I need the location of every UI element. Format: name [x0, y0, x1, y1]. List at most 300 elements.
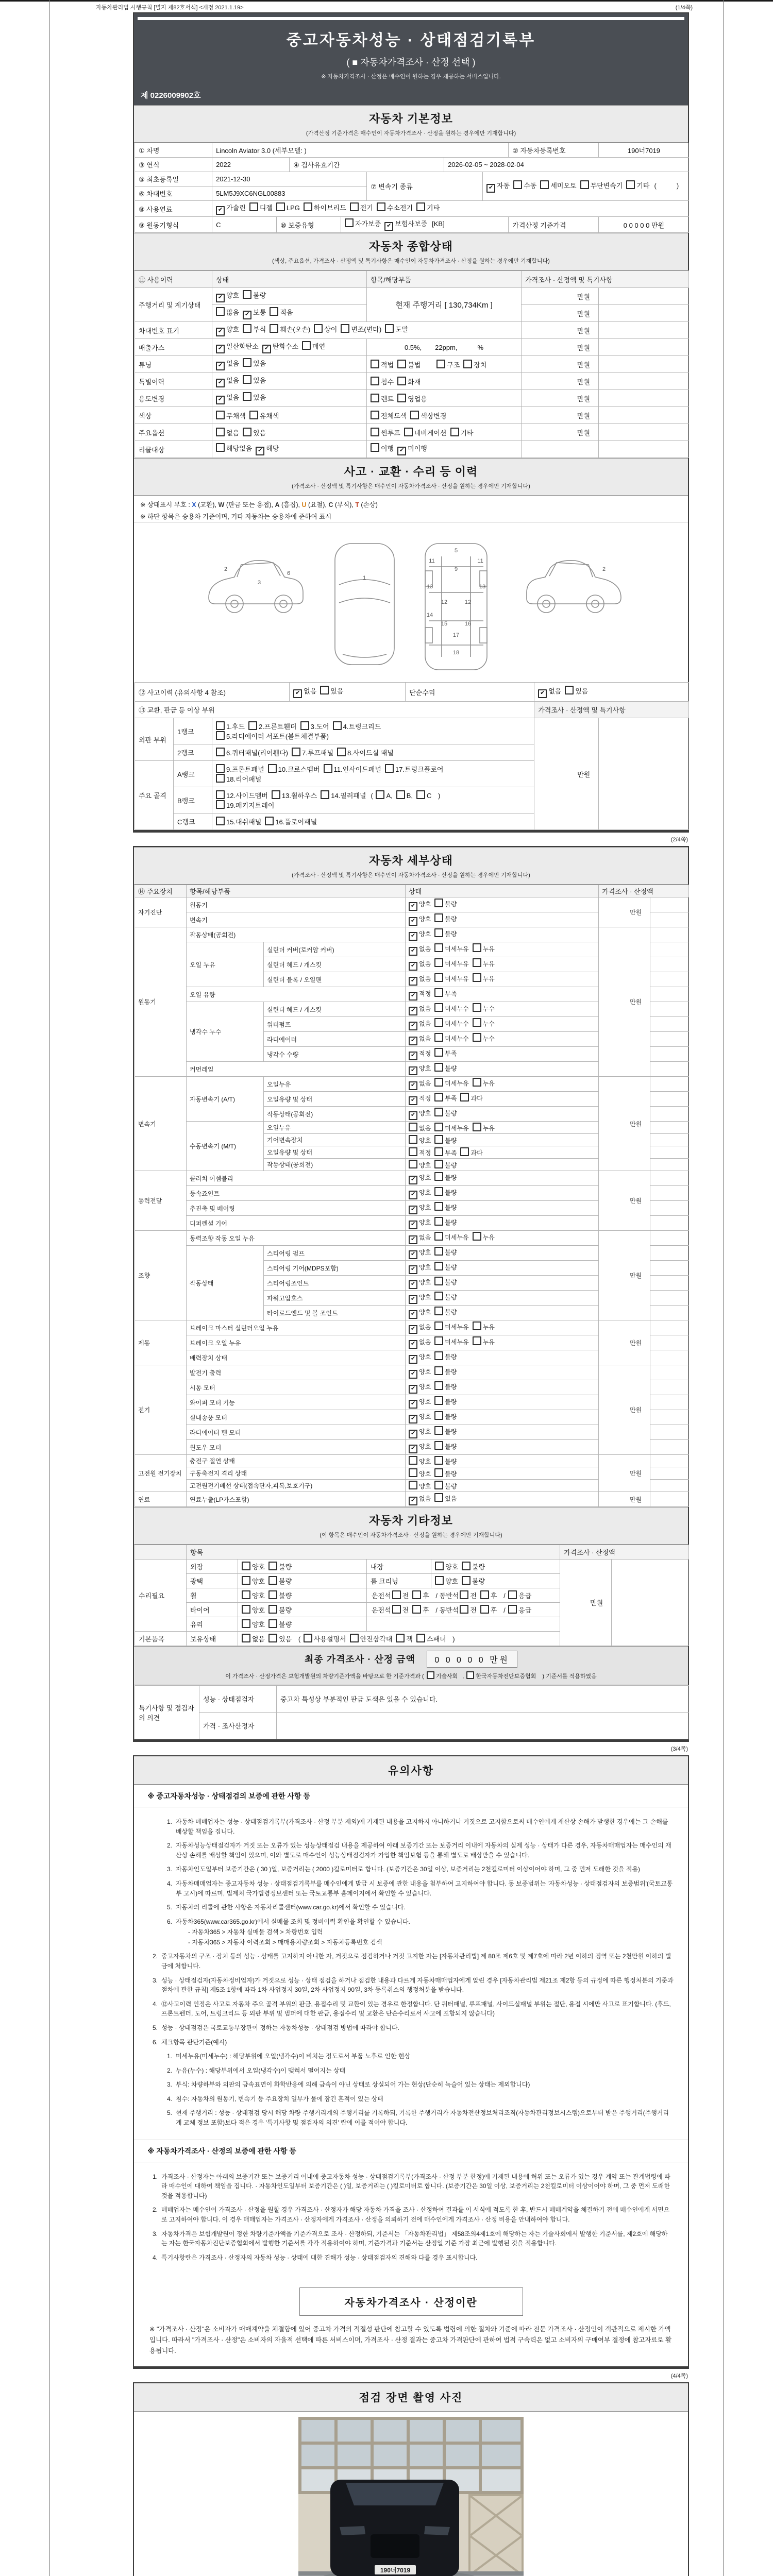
cell: 색상	[135, 407, 212, 424]
checkbox-option[interactable]	[243, 392, 266, 402]
checkbox-option[interactable]	[216, 358, 239, 370]
notice-text: 자동차가격은 보험개발원이 정한 차량기준가액을 기준가격으로 조사 · 산정하되, 기준서는 「자동차관리법」 제58조의4제1호에 해당하는 자는 기술사회에서 발행한 기준서를, 제2호에 해당하는 자는 한국자동차진단보증협회에서 발행한 기준서를 각각 적용하여야 하며, 기준가격과 기준서는 산정일 기준 가장 최근에 발행된 것을 적용합니다.	[161, 2230, 668, 2247]
checkbox-option[interactable]	[473, 1336, 495, 1346]
notice-item	[163, 1841, 674, 1860]
checkbox-label: 양호	[252, 1563, 265, 1571]
checkbox-option[interactable]	[243, 307, 266, 319]
checkbox-option[interactable]	[460, 1093, 482, 1103]
checkbox-option[interactable]	[412, 1605, 429, 1615]
checkbox-option[interactable]	[404, 428, 447, 437]
checkbox-option[interactable]	[249, 411, 279, 420]
checkbox-option[interactable]	[434, 1093, 457, 1103]
checkbox-option[interactable]	[409, 1004, 431, 1015]
checkbox-option[interactable]	[396, 1634, 413, 1643]
checkbox-option[interactable]	[434, 1411, 457, 1421]
checkbox-option[interactable]	[216, 428, 239, 437]
cell	[431, 1574, 560, 1588]
checkbox-option[interactable]	[434, 958, 468, 968]
checkbox-option[interactable]	[412, 1590, 429, 1600]
checkbox-option[interactable]	[409, 1481, 431, 1490]
checkbox-option[interactable]	[434, 1277, 457, 1286]
checkbox-option[interactable]	[409, 1337, 431, 1349]
cell: 리콜대상	[135, 441, 212, 458]
checkbox-option[interactable]	[409, 1173, 431, 1184]
checkbox-option[interactable]	[416, 790, 431, 800]
checkbox-icon	[216, 443, 225, 452]
checkbox-option[interactable]	[216, 375, 239, 387]
checkbox-option[interactable]	[409, 1397, 431, 1409]
checkbox-option[interactable]	[242, 1576, 265, 1586]
checkbox-option[interactable]	[434, 1003, 468, 1013]
checkbox-option[interactable]	[626, 180, 649, 190]
cell	[406, 1171, 599, 1186]
checkbox-option[interactable]	[434, 1108, 457, 1117]
checkbox-option[interactable]	[409, 1352, 431, 1364]
checkbox-option[interactable]	[434, 1456, 457, 1466]
cell	[212, 761, 534, 787]
checkbox-option[interactable]	[409, 900, 431, 911]
checkbox-option[interactable]	[409, 1382, 431, 1394]
checkbox-option[interactable]	[434, 928, 457, 938]
checkbox-option[interactable]	[337, 748, 394, 757]
checkbox-option[interactable]	[392, 1590, 409, 1600]
checkbox-option[interactable]	[434, 1321, 468, 1331]
car-outline-diagram	[134, 526, 688, 680]
checkbox-label: 불법	[408, 361, 421, 369]
checkbox-option[interactable]	[409, 1109, 431, 1120]
checkbox-option[interactable]	[409, 1094, 431, 1105]
checkbox-option[interactable]	[409, 1456, 431, 1466]
checkbox-icon: ✔	[409, 1235, 417, 1244]
checkbox-option[interactable]	[243, 428, 266, 437]
checkbox-option[interactable]	[216, 290, 239, 302]
checkbox-option[interactable]	[410, 411, 446, 420]
checkbox-option[interactable]	[216, 731, 329, 741]
cell: 라디에이터 팬 모터	[187, 1425, 406, 1440]
checkbox-option[interactable]	[268, 1619, 292, 1629]
checkbox-option[interactable]	[409, 1123, 431, 1132]
checkbox-option[interactable]	[320, 686, 343, 696]
checkbox-option[interactable]	[242, 1605, 265, 1615]
checkbox-option[interactable]	[580, 180, 623, 190]
checkbox-option[interactable]	[409, 989, 431, 1001]
cell	[406, 1216, 599, 1231]
checkbox-icon	[434, 1147, 443, 1156]
checkbox-option[interactable]	[486, 180, 510, 193]
checkbox-option[interactable]	[397, 443, 427, 455]
checkbox-option[interactable]	[409, 1323, 431, 1334]
checkbox-option[interactable]	[371, 377, 394, 386]
checkbox-option[interactable]	[268, 1634, 292, 1643]
checkbox-option[interactable]	[216, 324, 239, 336]
cell: 만원	[522, 322, 599, 339]
checkbox-option[interactable]	[434, 973, 468, 983]
checkbox-option[interactable]	[242, 1590, 265, 1600]
checkbox-option[interactable]	[377, 202, 413, 212]
checkbox-option[interactable]	[242, 1634, 265, 1643]
checkbox-icon	[434, 1078, 443, 1087]
checkbox-option[interactable]	[385, 324, 408, 334]
cell	[406, 1032, 599, 1047]
checkbox-option[interactable]	[416, 1634, 446, 1643]
checkbox-option[interactable]	[248, 721, 297, 731]
checkbox-label: 적법	[381, 361, 394, 369]
checkbox-option[interactable]	[434, 1292, 457, 1301]
checkbox-option[interactable]	[371, 443, 394, 453]
checkbox-option[interactable]	[409, 974, 431, 986]
checkbox-label: 누유	[482, 1324, 495, 1331]
checkbox-option[interactable]	[345, 218, 381, 228]
checkbox-option[interactable]	[216, 443, 252, 453]
checkbox-option[interactable]	[473, 1033, 495, 1043]
checkbox-option[interactable]	[409, 1147, 431, 1157]
checkbox-option[interactable]	[242, 1619, 265, 1629]
checkbox-option[interactable]	[508, 1590, 531, 1600]
checkbox-option[interactable]	[409, 1248, 431, 1259]
checkbox-option[interactable]	[473, 958, 495, 968]
checkbox-option[interactable]	[435, 1576, 458, 1586]
cell	[238, 1617, 367, 1632]
cell	[406, 942, 599, 957]
checkbox-option[interactable]	[434, 1493, 457, 1503]
checkbox-option[interactable]	[473, 943, 495, 953]
checkbox-option[interactable]	[396, 790, 413, 800]
cell: ⑭ 주요장치	[135, 885, 187, 897]
checkbox-option[interactable]	[270, 324, 310, 334]
checkbox-option[interactable]	[292, 748, 333, 757]
checkbox-option[interactable]	[409, 1135, 431, 1145]
cell: 연료	[135, 1492, 187, 1507]
checkbox-option[interactable]	[434, 1351, 457, 1361]
checkbox-option[interactable]	[434, 1160, 457, 1170]
checkbox-option[interactable]	[434, 1147, 457, 1157]
cell	[367, 407, 522, 424]
checkbox-option[interactable]	[409, 1412, 431, 1423]
checkbox-option[interactable]	[434, 1123, 468, 1132]
cell: 클러치 어셈블리	[187, 1171, 406, 1186]
checkbox-option[interactable]	[473, 1018, 495, 1028]
checkbox-option[interactable]	[397, 394, 427, 403]
checkbox-option[interactable]	[409, 1427, 431, 1438]
checkbox-icon	[268, 1576, 277, 1585]
checkbox-label: 불량	[279, 1606, 292, 1614]
checkbox-option[interactable]	[371, 428, 400, 437]
cell	[650, 1455, 689, 1467]
checkbox-option[interactable]	[409, 1278, 431, 1289]
checkbox-option[interactable]	[473, 1003, 495, 1013]
cell	[406, 1107, 599, 1122]
checkbox-icon	[434, 1063, 443, 1072]
checkbox-option[interactable]	[434, 1426, 457, 1436]
cell: 가격 · 조사산정자	[199, 1713, 277, 1739]
checkbox-label: 없음	[304, 687, 317, 695]
checkbox-option[interactable]	[460, 1605, 477, 1615]
checkbox-option[interactable]	[466, 1671, 536, 1680]
checkbox-option[interactable]	[397, 377, 421, 386]
checkbox-option[interactable]	[216, 392, 239, 404]
cell: 배출가스	[135, 339, 212, 356]
checkbox-label: 불량	[445, 1368, 457, 1376]
section-title: 자동차 종합상태	[369, 240, 453, 253]
cell: 타이어	[187, 1603, 238, 1617]
checkbox-icon	[435, 1576, 444, 1585]
checkbox-option[interactable]	[243, 324, 266, 334]
page-marker-2: (2/4쪽)	[670, 837, 688, 843]
checkbox-option[interactable]	[434, 1033, 468, 1043]
checkbox-option[interactable]	[371, 360, 394, 369]
notice-text: 자동차매매업자는 중고자동차 성능 · 상태점검기록부를 매수인에게 발급 시 보증에 관한 내용을 첨부하여 고지하여야 합니다. 동 보증범위는 '자동차성능 · 상태점검자의 보증범위'(국토교통부 고시)에 따르며, 법제처 국가법령정보센터 또는 국토교통부 홈페이지에서 확인할 수 있습니다.	[176, 1879, 673, 1897]
checkbox-label: 없음	[419, 1020, 431, 1027]
checkbox-icon	[216, 307, 225, 316]
checkbox-option[interactable]	[243, 290, 266, 300]
checkbox-option[interactable]	[480, 1590, 497, 1600]
checkbox-option[interactable]	[324, 764, 381, 774]
checkbox-option[interactable]	[333, 721, 381, 731]
checkbox-option[interactable]	[384, 218, 427, 231]
checkbox-option[interactable]	[409, 1367, 431, 1379]
checkbox-option[interactable]	[460, 1147, 482, 1157]
notice-text: ⑫사고이력 인정은 사고로 자동차 주요 골격 부위의 판금, 용접수리 및 교환이 있는 경우로 한정합니다. 단 쿼터패널, 루프패널, 사이드실패널 부위는 절단, 용접 시에만 사고로 표기합니다. (후드, 프론트펜더, 도어, 트렁크리드 등 외판 부위 및 범퍼에 대한 판금, 용접수리 및 교환은 단순수리로서 사고에 포함되지 않습니다)	[161, 2000, 671, 2018]
checkbox-label: 불량	[445, 1470, 457, 1478]
checkbox-icon	[450, 428, 459, 436]
law-reference: 자동차관리법 시행규칙 [별지 제82호서식] <개정 2021.1.19>	[96, 5, 244, 11]
cell: 제동	[135, 1320, 187, 1365]
checkbox-label: 누유	[482, 960, 495, 968]
checkbox-option[interactable]	[276, 202, 300, 212]
checkbox-option[interactable]	[434, 1187, 457, 1197]
checkbox-option[interactable]	[304, 202, 346, 212]
cell: ② 자동차등록번호	[509, 143, 599, 158]
checkbox-option[interactable]	[434, 1381, 457, 1391]
checkbox-option[interactable]	[434, 913, 457, 923]
checkbox-option[interactable]	[304, 1634, 346, 1643]
cell	[406, 1002, 599, 1017]
checkbox-option[interactable]	[216, 411, 246, 420]
checkbox-icon: ✔	[409, 1355, 417, 1364]
cell: 항목/해당부품	[187, 885, 406, 897]
checkbox-label: 없음	[419, 960, 431, 968]
checkbox-icon: ✔	[409, 1052, 417, 1060]
table-row	[135, 339, 689, 356]
checkbox-option[interactable]	[427, 1671, 458, 1680]
checkbox-option[interactable]	[321, 790, 366, 800]
checkbox-label: 탄화수소	[272, 343, 299, 350]
checkbox-option[interactable]	[480, 1605, 497, 1615]
checkbox-option[interactable]	[409, 929, 431, 941]
checkbox-option[interactable]	[216, 790, 268, 800]
cell: 단순수리	[406, 683, 534, 702]
checkbox-option[interactable]	[341, 324, 381, 334]
checkbox-option[interactable]	[409, 1160, 431, 1170]
notice-number: 6.	[152, 2038, 158, 2046]
checkbox-option[interactable]	[435, 1562, 458, 1571]
checkbox-icon: ✔	[409, 902, 417, 911]
checkbox-option[interactable]	[473, 1078, 495, 1088]
notice-number: 2.	[166, 1842, 172, 1850]
checkbox-option[interactable]	[409, 959, 431, 971]
checkbox-option[interactable]	[473, 973, 495, 983]
checkbox-option[interactable]	[409, 1293, 431, 1304]
checkbox-option[interactable]	[434, 1366, 457, 1376]
cell	[650, 1077, 689, 1092]
cell	[406, 1261, 599, 1276]
checkbox-option[interactable]	[409, 1079, 431, 1090]
checkbox-option[interactable]	[216, 307, 239, 317]
checkbox-label: 불량	[445, 1413, 457, 1420]
checkbox-option[interactable]	[397, 360, 421, 369]
checkbox-option[interactable]	[243, 375, 266, 385]
checkbox-option[interactable]	[538, 686, 561, 698]
checkbox-option[interactable]	[293, 686, 316, 698]
checkbox-option[interactable]	[409, 914, 431, 926]
checkbox-option[interactable]	[216, 800, 274, 810]
checkbox-option[interactable]	[416, 202, 440, 212]
cell: 항목	[187, 1545, 560, 1560]
checkbox-option[interactable]	[409, 1064, 431, 1075]
checkbox-option[interactable]	[409, 1218, 431, 1229]
checkbox-option[interactable]	[434, 1481, 457, 1490]
checkbox-label: 양호	[419, 1428, 431, 1435]
checkbox-option[interactable]	[436, 360, 460, 369]
checkbox-option[interactable]	[268, 1576, 292, 1586]
checkbox-option[interactable]	[350, 202, 373, 212]
checkbox-option[interactable]	[409, 1019, 431, 1030]
cell	[650, 1480, 689, 1492]
checkbox-option[interactable]	[434, 1396, 457, 1406]
checkbox-option[interactable]	[268, 1605, 292, 1615]
checkbox-option[interactable]	[434, 1217, 457, 1227]
checkbox-option[interactable]	[473, 1232, 495, 1242]
checkbox-option[interactable]	[216, 721, 245, 731]
checkbox-option[interactable]	[216, 774, 261, 784]
checkbox-option[interactable]	[434, 988, 457, 998]
checkbox-option[interactable]	[508, 1605, 531, 1615]
checkbox-icon	[434, 1135, 443, 1144]
checkbox-icon	[268, 1619, 277, 1628]
checkbox-option[interactable]	[409, 1442, 431, 1453]
checkbox-label: 불량	[445, 1162, 457, 1169]
checkbox-option[interactable]	[434, 1336, 468, 1346]
checkbox-option[interactable]	[463, 360, 486, 369]
checkbox-option[interactable]	[272, 790, 317, 800]
checkbox-icon	[243, 324, 251, 333]
checkbox-option[interactable]	[256, 443, 279, 455]
checkbox-option[interactable]	[409, 944, 431, 956]
checkbox-option[interactable]	[434, 1048, 457, 1058]
checkbox-option[interactable]	[409, 1308, 431, 1319]
checkbox-option[interactable]	[450, 428, 474, 437]
checkbox-label: 전기	[360, 204, 373, 212]
checkbox-option[interactable]	[434, 1135, 457, 1145]
checkbox-icon	[434, 1247, 443, 1256]
checkbox-option[interactable]	[385, 764, 443, 774]
checkbox-icon	[434, 1351, 443, 1360]
checkbox-option[interactable]	[216, 764, 264, 774]
checkbox-option[interactable]	[434, 1307, 457, 1316]
checkbox-option[interactable]	[409, 1494, 431, 1505]
checkbox-option[interactable]	[434, 1172, 457, 1182]
checkbox-option[interactable]	[409, 1203, 431, 1214]
checkbox-option[interactable]	[473, 1321, 495, 1331]
checkbox-option[interactable]	[216, 748, 288, 757]
checkbox-option[interactable]	[434, 1232, 468, 1242]
checkbox-option[interactable]	[262, 341, 298, 353]
checkbox-option[interactable]	[434, 1468, 457, 1478]
checkbox-option[interactable]	[434, 899, 457, 908]
notice-title: 유의사항	[134, 1756, 688, 1785]
checkbox-icon	[314, 324, 323, 333]
checkbox-label: 6.쿼터패널(리어휀다)	[226, 749, 288, 757]
checkbox-option[interactable]	[540, 180, 576, 190]
checkbox-option[interactable]	[249, 202, 273, 212]
checkbox-option[interactable]	[242, 1562, 265, 1571]
checkbox-option[interactable]	[409, 1468, 431, 1478]
checkbox-option[interactable]	[434, 1063, 457, 1073]
notice-text: 특기사항란은 가격조사 · 산정자의 자동차 성능 · 상태에 대한 견해가 성능 · 상태점검자의 견해와 다를 경우 표시합니다.	[161, 2253, 478, 2261]
checkbox-option[interactable]	[216, 341, 259, 353]
checkbox-option[interactable]	[434, 1247, 457, 1257]
cell	[599, 356, 689, 373]
checkbox-label: 침수	[381, 378, 394, 386]
checkbox-option[interactable]	[376, 790, 392, 800]
checkbox-option[interactable]	[300, 721, 329, 731]
checkbox-option[interactable]	[371, 411, 407, 420]
checkbox-option[interactable]	[392, 1605, 409, 1615]
checkbox-option[interactable]	[565, 686, 588, 696]
section-accident-history	[134, 458, 688, 496]
checkbox-option[interactable]	[434, 1018, 468, 1028]
checkbox-option[interactable]	[350, 1634, 393, 1643]
cell	[406, 1335, 599, 1350]
checkbox-option[interactable]	[434, 1441, 457, 1451]
inline-text: ,	[462, 1673, 466, 1680]
checkbox-option[interactable]	[216, 817, 261, 826]
section-basic-info	[134, 105, 688, 143]
cell	[650, 1159, 689, 1171]
cell	[650, 1134, 689, 1146]
checkbox-option[interactable]	[409, 1263, 431, 1274]
checkbox-option[interactable]	[460, 1590, 477, 1600]
checkbox-option[interactable]	[268, 764, 320, 774]
checkbox-option[interactable]	[409, 1034, 431, 1045]
checkbox-option[interactable]	[268, 1562, 292, 1571]
checkbox-icon	[508, 1605, 517, 1614]
checkbox-option[interactable]	[434, 1262, 457, 1272]
cell: 오일유량 및 상태	[264, 1092, 406, 1107]
checkbox-option[interactable]	[409, 1233, 431, 1244]
checkbox-option[interactable]	[314, 324, 337, 334]
checkbox-option[interactable]	[434, 1202, 457, 1212]
checkbox-label: 가솔린	[226, 204, 246, 212]
checkbox-option[interactable]	[268, 1590, 292, 1600]
checkbox-option[interactable]	[473, 1123, 495, 1132]
checkbox-option[interactable]	[270, 307, 293, 317]
checkbox-option[interactable]	[265, 817, 317, 826]
checkbox-option[interactable]	[243, 358, 266, 368]
checkbox-option[interactable]	[434, 1078, 468, 1088]
checkbox-option[interactable]	[371, 394, 394, 403]
checkbox-option[interactable]	[462, 1576, 485, 1586]
cell: 용도변경	[135, 390, 212, 407]
checkbox-option[interactable]	[434, 943, 468, 953]
checkbox-option[interactable]	[216, 202, 246, 215]
checkbox-option[interactable]	[302, 341, 325, 351]
checkbox-option[interactable]	[409, 1188, 431, 1199]
checkbox-option[interactable]	[462, 1562, 485, 1571]
checkbox-icon	[434, 1441, 443, 1450]
checkbox-option[interactable]	[513, 180, 536, 190]
checkbox-option[interactable]	[409, 1049, 431, 1060]
